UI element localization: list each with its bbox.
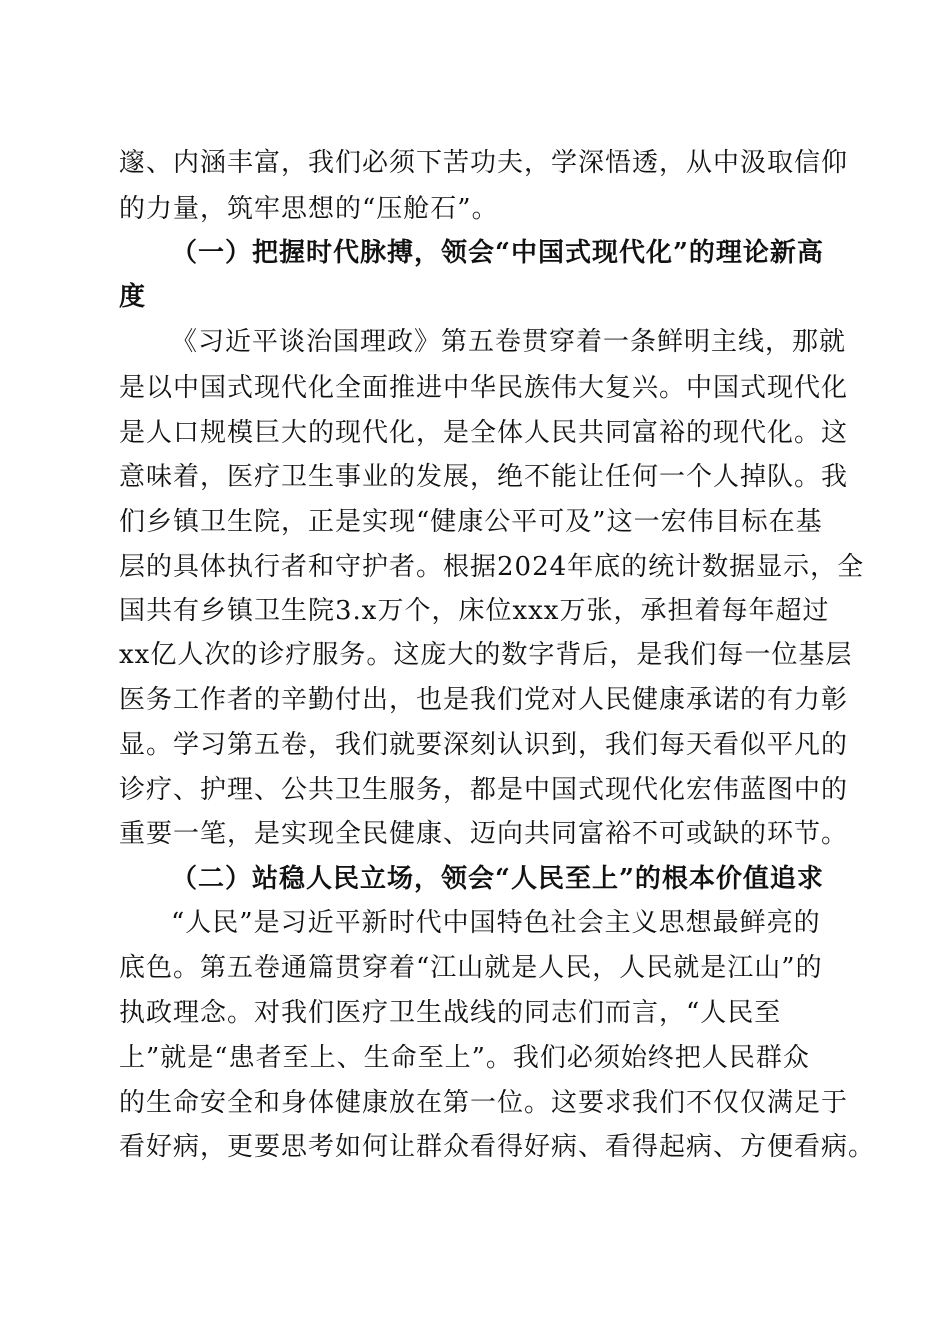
- paragraph-line: 意味着，医疗卫生事业的发展，绝不能让任何一个人掉队。我: [119, 462, 849, 492]
- section-heading-1: （一）把握时代脉搏，领会“中国式现代化”的理论新高: [171, 238, 824, 268]
- paragraph-line: 执政理念。对我们医疗卫生战线的同志们而言，“人民至: [119, 998, 782, 1028]
- paragraph-line: “人民”是习近平新时代中国特色社会主义思想最鲜亮的: [171, 908, 821, 938]
- paragraph-line: 的力量，筑牢思想的“压舱石”。: [119, 194, 499, 224]
- paragraph-line: 医务工作者的辛勤付出，也是我们党对人民健康承诺的有力彰: [119, 685, 849, 715]
- paragraph-line: 看好病，更要思考如何让群众看得好病、看得起病、方便看病。: [119, 1132, 876, 1162]
- paragraph-line: 是以中国式现代化全面推进中华民族伟大复兴。中国式现代化: [119, 373, 849, 403]
- paragraph-line: 显。学习第五卷，我们就要深刻认识到，我们每天看似平凡的: [119, 730, 849, 760]
- paragraph-line: 《习近平谈治国理政》第五卷贯穿着一条鲜明主线，那就: [171, 327, 847, 357]
- paragraph-line: 们乡镇卫生院，正是实现“健康公平可及”这一宏伟目标在基: [119, 507, 823, 537]
- paragraph-line: 重要一笔，是实现全民健康、迈向共同富裕不可或缺的环节。: [119, 819, 849, 849]
- section-heading-1-continued: 度: [119, 282, 147, 312]
- paragraph-line: 上”就是“患者至上、生命至上”。我们必须始终把人民群众: [119, 1043, 810, 1073]
- paragraph-line: 诊疗、护理、公共卫生服务，都是中国式现代化宏伟蓝图中的: [119, 775, 849, 805]
- section-heading-2: （二）站稳人民立场，领会“人民至上”的根本价值追求: [171, 864, 824, 894]
- paragraph-line: 是人口规模巨大的现代化，是全体人民共同富裕的现代化。这: [119, 418, 849, 448]
- paragraph-line: 国共有乡镇卫生院3.x万个，床位xxx万张，承担着每年超过: [119, 596, 830, 626]
- paragraph-line: 层的具体执行者和守护者。根据2024年底的统计数据显示，全: [119, 552, 865, 582]
- paragraph-line: 邃、内涵丰富，我们必须下苦功夫，学深悟透，从中汲取信仰: [119, 148, 849, 178]
- paragraph-line: 的生命安全和身体健康放在第一位。这要求我们不仅仅满足于: [119, 1088, 849, 1118]
- paragraph-line: 底色。第五卷通篇贯穿着“江山就是人民，人民就是江山”的: [119, 953, 823, 983]
- paragraph-line: xx亿人次的诊疗服务。这庞大的数字背后，是我们每一位基层: [119, 640, 853, 670]
